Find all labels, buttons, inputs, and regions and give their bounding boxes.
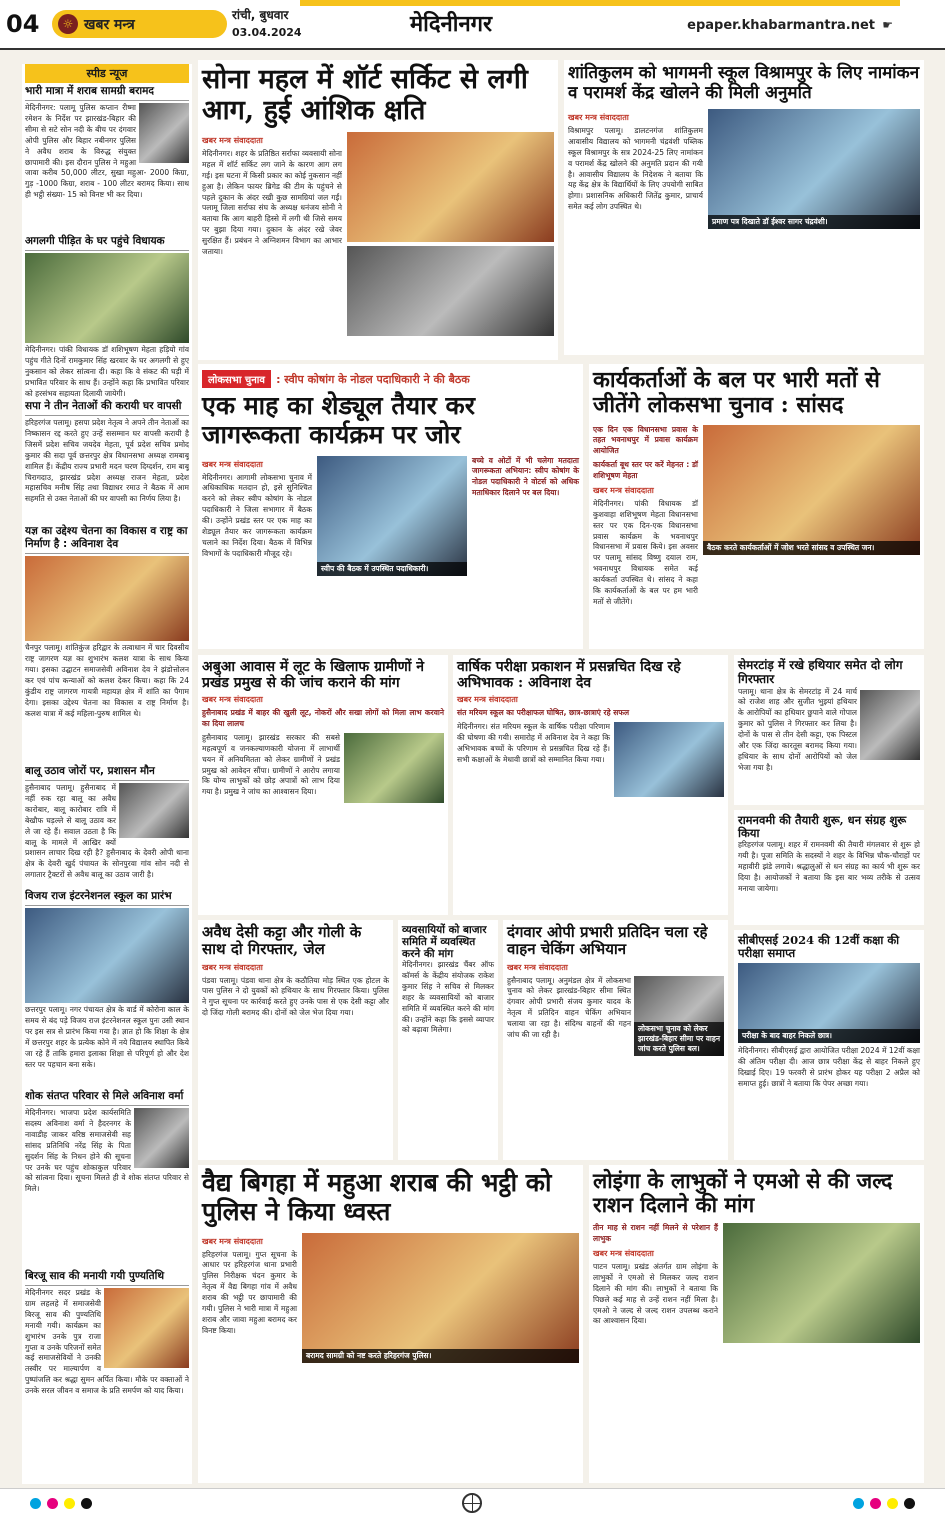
story-katta (198, 920, 393, 1160)
story-sona-mahal (198, 60, 558, 360)
photo-caption: बैठक करते कार्यकर्ताओं में जोश भरते सांसद व उपस्थित जन। (703, 541, 920, 555)
story-pariksha (453, 655, 728, 915)
story-body: पाटन पलामू। प्रखंड अंतर्गत ग्राम लोइंगा के लाभुकों ने एमओ से मिलकर जल्द राशन दिलाने की मांग की। लाभुकों ने बताया कि पिछले कई माह से उन्हें राशन नहीं मिला है। एमओ ने जल्द से जल्द राशन उपलब्ध कराने का आश्वासन दिया। (593, 1262, 718, 1326)
story-body: मेदिनीनगर। सीबीएसई द्वारा आयोजित परीक्षा 2024 में 12वीं कक्षा की अंतिम परीक्षा दी। आज छात्र परीक्षा केंद्र से बाहर निकले हुए दिखाई दिए। 19 फरवरी से प्रारंभ होकर यह परीक्षा 2 अप्रैल को समाप्त हुई। छात्रों ने बताया कि पेपर अच्छा गया। (738, 1046, 920, 1089)
story-body: मेदिनीनगर। भाजपा प्रदेश कार्यसमिति सदस्य अविनाश वर्मा ने हैदरनगर के नावाडीह जाकर वरिष्ठ समाजसेवी सह सांसद प्रतिनिधि नरेंद्र सिंह के पिता सुदर्शन सिंह के निधन होने की सूचना पर उनके घर पहुंच शोकाकुल परिवार को सांत्वना दिया। सूचना मिलते ही वे शोक संतप्त परिवार से मिले। (25, 1108, 189, 1194)
dateline-place: रांची, बुधवार (232, 8, 289, 22)
story-body: हुसैनाबाद पलामू। हुसैनाबाद में नहीं रुक रहा बालू का अवैध कारोबार, बालू कारोबार रात्रि में बेखौफ घड़ल्ले से बालू उठाव कर ले जा रहे हैं। सवाल उठता है कि बालू के मामले में आखिर क्यों प्रशासन लाचार दिख रही है? हुसैनाबाद के देवरी ओपी थाना क्षेत्र के देवरी खुर्द पंचायत के सोनपुरवा गांव सोन नदी से लगातार ट्रैक्टरों से अवैध बालू का उठाव जारी है। (25, 783, 189, 880)
page-number: 04 (6, 10, 40, 38)
story-headline[interactable]: दंगवार ओपी प्रभारी प्रतिदिन चला रहे वाहन चेकिंग अभियान (507, 923, 708, 959)
sidebar-note: बच्चे व ओटों में भी चलेगा मतदाता जागरूकता अभियान: स्वीप कोषांग के नोडल पदाधिकारी ने वोटर्स को अधिक मताधिकार दिलाने पर बल दिया। (472, 455, 579, 498)
edition-title: मेदिनीनगर (410, 11, 493, 37)
list-item (25, 83, 189, 233)
photo-caption: स्वीप की बैठक में उपस्थित पदाधिकारी। (317, 562, 467, 576)
story-photo (302, 1233, 579, 1363)
byline: खबर मन्त्र संवाददाता (507, 962, 568, 972)
bullet-1: एक दिन एक विधानसभा प्रवास के तहत भवनाथपुर में प्रवास कार्यक्रम आयोजित (593, 424, 698, 456)
story-body: मेदिनीनगर। झारखंड चैंबर ऑफ कॉमर्स के केंद्रीय संयोजक राकेश कुमार सिंह ने सचिव से मिलकर शहर के व्यवसायियों को बाजार समिति में व्यवस्थित करने की मांग की। उन्होंने कहा कि इससे व्यापार को बढ़ावा मिलेगा। (402, 960, 494, 1035)
story-headline[interactable]: यज्ञ का उद्देश्य चेतना का विकास व राष्ट्र का निर्माण है : अविनाश देव (25, 523, 189, 554)
story-photo (25, 556, 189, 641)
story-headline[interactable]: सपा ने तीन नेताओं की करायी घर वापसी (25, 398, 189, 416)
story-headline[interactable]: बालू उठाव जोरों पर, प्रशासन मौन (25, 763, 189, 781)
story-headline[interactable]: विजय राज इंटरनेशनल स्कूल का प्रारंभ (25, 888, 189, 906)
story-aawas (198, 655, 448, 915)
list-item (25, 763, 189, 888)
story-body: चैनपुर पलामू। शांतिकुंज हरिद्वार के तत्वाधान में चार दिवसीय राष्ट्र जागरण यज्ञ का शुभारंभ कलश यात्रा के साथ किया गया। इसका उद्घाटन समाजसेवी अविनाश देव ने झंडोत्तोलन कर एवं पांच कन्याओं को कलश देकर किया। कहा कि 24 कुंडीय राष्ट्र जागरण गायत्री महायज्ञ क्षेत्र में शांति का पैगाम देगा। इसका उद्देश्य चेतना का विकास व राष्ट्र निर्माण है। कलश यात्रा में कई महिला-पुरुष शामिल थे। (25, 643, 189, 718)
registration-mark-icon (462, 1493, 482, 1513)
bullet-1: तीन माह से राशन नहीं मिलने से परेशान हैं लाभुक (593, 1223, 718, 1244)
story-headline[interactable]: अगलगी पीड़ित के घर पहुंचे विधायक (25, 233, 189, 251)
story-headline[interactable]: कार्यकर्ताओं के बल पर भारी मतों से जीतेंगे लोकसभा चुनाव : सांसद (593, 367, 880, 419)
story-headline[interactable]: वैद्य बिगहा में महुआ शराब की भट्ठी को पुलिस ने किया ध्वस्त (202, 1168, 552, 1226)
story-photo (139, 103, 189, 163)
list-item (25, 233, 189, 398)
story-photo (614, 722, 724, 797)
byline: खबर मन्त्र संवाददाता (593, 1249, 654, 1259)
story-body: हरिहरगंज पलामू। शहर में रामनवमी की तैयारी मंगलवार से शुरू हो गयी है। पूजा समिति के सदस्यों ने शहर के विभिन्न चौक-चौराहों पर महावीरी झंडे लगाये। श्रद्धालुओं से धन संग्रह का कार्य भी शुरू कर दिया है। आयोजकों ने बताया कि इस बार भव्य तरीके से उत्सव मनाया जायेगा। (738, 840, 920, 893)
speed-news-label: स्पीड न्यूज (25, 64, 189, 83)
byline: खबर मन्त्र संवाददाता (202, 136, 263, 146)
bullet-2: कार्यकर्ता बूथ स्तर पर करें मेहनत : डॉ शशिभूषण मेहता (593, 460, 698, 481)
epaper-link[interactable]: epaper.khabarmantra.net (687, 18, 875, 33)
story-photo (104, 1288, 189, 1368)
story-body: मेदिनीनगर। पांकी विधायक डॉ शशिभूषण मेहता हड़ियो गांव पहुंच गीते दिनों रामकुमार सिंह खरवार के घर अगलगी से हुए नुकसान को लेकर सांत्वना दी। कहा कि वे संकट की घड़ी में प्रभावित परिवार के साथ हैं। उन्होंने कहा कि प्रभावित परिवार को हरसंभव सहायता दिलायी जायेगी। (25, 345, 189, 398)
story-body: हुसैनाबाद पलामू। अनुमंडल क्षेत्र में लोकसभा चुनाव को लेकर झारखंड-बिहार सीमा स्थित दंगवार ओपी प्रभारी संजय कुमार यादव के नेतृत्व में प्रतिदिन वाहन चेकिंग अभियान चलाया जा रहा है। संदिग्ध वाहनों की गहन जांच की जा रही है। (507, 975, 631, 1039)
story-photo (347, 132, 554, 242)
story-body: पंडवा पलामू। पंडवा थाना क्षेत्र के कठौतिया मोड़ स्थित एक होटल के पास पुलिस ने दो युवकों को हथियार के साथ गिरफ्तार किया। पुलिस ने गुप्त सूचना पर कार्रवाई करते हुए उनके पास से एक देसी कट्टा और दो जिंदा गोली बरामद की। दोनों को जेल भेज दिया गया। (202, 975, 389, 1018)
cursor-icon: ☛ (882, 18, 893, 32)
story-body: मेदिनीनगर। आगामी लोकसभा चुनाव में अधिकाधिक मतदान हो, इसे सुनिश्चित करने को लेकर स्वीप कोषांग के नोडल पदाधिकारी ने जिला सभागार में बैठक की। उन्होंने प्रखंड स्तर पर एक माह का शेड्यूल तैयार कर जागरूकता कार्यक्रम चलाने का निर्देश दिया। बैठक में विभिन्न विभागों के पदाधिकारी मौजूद रहे। (202, 472, 312, 558)
masthead-band (300, 0, 900, 6)
pull-quote: हुसैनाबाद प्रखंड में बाहर की खुली लूट, नोकरों और सखा लोगों को मिला लाभ करवाने का दिया लालच (202, 708, 444, 729)
story-headline[interactable]: अबुआ आवास में लूट के खिलाफ ग्रामीणों ने प्रखंड प्रमुख से की जांच कराने की मांग (202, 659, 424, 692)
story-photo (344, 733, 444, 803)
story-sveep (198, 364, 583, 649)
story-headline[interactable]: लोइंगा के लाभुकों ने एमओ से की जल्द राशन दिलाने की मांग (593, 1168, 893, 1218)
color-registration-left (30, 1498, 92, 1509)
story-photo (25, 908, 189, 1003)
story-body: छत्तरपुर पलामू। नगर पंचायत क्षेत्र के वार्ड में कोरोना काल के समय से बंद पड़े विजय राज इंटरनेशनल स्कूल पुनः उसी स्थान पर इस सत्र से प्रारंभ किया गया है। ज्ञात हो कि शिक्षा के क्षेत्र में छत्तरपुर शहर के प्रत्येक कोने में नये विद्यालय स्थापित किये जा रहे हैं ताकि हमारा इलाका शिक्षा से परिपूर्ण हो और देश स्तर पर पहचान बना सके। (25, 1005, 189, 1069)
story-shantikunj (564, 60, 924, 355)
footer (0, 1488, 945, 1517)
story-photo (723, 1223, 920, 1343)
story-headline[interactable]: भारी मात्रा में शराब सामग्री बरामद (25, 83, 189, 101)
story-cbse (734, 930, 924, 1160)
story-photo (738, 963, 920, 1043)
story-vyavsayi (398, 920, 498, 1160)
story-photo (25, 253, 189, 343)
story-hathiyar (734, 655, 924, 805)
byline: खबर मन्त्र संवाददाता (202, 695, 263, 705)
story-mahua (198, 1165, 583, 1483)
dateline-date: 03.04.2024 (232, 26, 302, 39)
story-headline[interactable]: व्यवसायियों को बाजार समिति में व्यवस्थित करने की मांग (402, 924, 487, 961)
byline: खबर मन्त्र संवाददाता (593, 485, 654, 495)
story-body: पलामू। थाना क्षेत्र के सेमरटांड़ में 24 मार्च को राजेश शाह और सुजीत भुइयां हथियार के आरोपियों का हथियार छुपाने वाले गोपाल कुमार को पुलिस ने गिरफ्तार कर लिया है। दोनों के पास से तीन देसी कट्टा, एक पिस्टल और एक जिंदा कारतूस बरामद किया गया। हथियार के साथ दोनों आरोपियों को जेल भेजा गया है। (738, 686, 857, 772)
story-body: विश्रामपुर पलामू। डालटनगंज शांतिकुलम आवासीय विद्यालय को भागमनी चंद्रवंशी पब्लिक स्कूल विश्रामपुर के सत्र 2024-25 लिए नामांकन व परामर्श केंद्र खोलने की अनुमति प्रदान की गयी है। आवासीय विद्यालय के निदेशक ने बताया कि यह केंद्र क्षेत्र के विद्यार्थियों के लिए उपयोगी साबित होगा। प्रशासनिक अधिकारी जितेंद्र कुमार, प्राचार्य समेत कई लोग उपस्थित थे। (568, 126, 703, 212)
story-photo (634, 976, 724, 1056)
kicker-text: : स्वीप कोषांग के नोडल पदाधिकारी ने की बैठक (276, 373, 470, 386)
list-item (25, 1268, 189, 1478)
color-registration-right (853, 1498, 915, 1509)
byline: खबर मन्त्र संवाददाता (202, 962, 263, 972)
story-headline[interactable]: शांतिकुलम को भागमनी स्कूल विश्रामपुर के लिए नामांकन व परामर्श केंद्र खोलने की मिली अनुमति (568, 63, 920, 103)
story-ration (589, 1165, 924, 1483)
story-photo (134, 1108, 189, 1168)
story-body: मेदिनीनगर। संत मरियम स्कूल के वार्षिक परीक्षा परिणाम की घोषणा की गयी। समारोह में अविनाश देव ने कहा कि अभिभावक बच्चों के परिणाम से प्रसन्नचित दिख रहे हैं। सभी कक्षाओं के मेधावी छात्रों को सम्मानित किया गया। (457, 722, 610, 764)
story-body: हुसैनाबाद पलामू। झारखंड सरकार की सबसे महत्वपूर्ण व जनकल्याणकारी योजना में लाभार्थी चयन में अनियमितता को लेकर ग्रामीणों ने प्रखंड प्रमुख को आवेदन सौंपा। ग्रामीणों ने आरोप लगाया कि योग्य लाभुकों को छोड़ अपात्रों को लाभ दिया गया है। प्रमुख ने जांच का आश्वासन दिया। (202, 732, 340, 797)
story-headline[interactable]: एक माह का शेड्यूल तैयार कर जागरूकता कार्यक्रम पर जोर (202, 391, 475, 449)
left-column (22, 64, 192, 1484)
story-headline[interactable]: सीबीएसई 2024 की 12वीं कक्षा की परीक्षा समाप्त (738, 933, 900, 961)
story-body: हरिहरगंज पलामू। हसपा प्रदेश नेतृत्व ने अपने तीन नेताओं का निष्कासन रद्द करते हुए उन्हें ससम्मान घर वापसी करायी है जिसमें प्रदेश सचिव जयदेव मेहता, पूर्व प्रदेश सचिव प्रमोद कुमार की सदा पूर्व छत्तरपुर क्षेत्र विधानसभा अध्यक्ष रामबाबू शामिल हैं। केंद्रीय राज्य प्रभारी मदन चरण दिग्दर्शन, राम बाबू चिरागदाउ, झारखंड प्रदेश अध्यक्ष राजन मेहता, प्रदेश महासचिव मनीष सिंह तथा विद्याधर रमाउ ने बैठक में आम सहमति से उक्त नेताओं की घर वापसी का निर्णय लिया है। (25, 418, 189, 504)
list-item (25, 888, 189, 1088)
story-dangwar (503, 920, 728, 1160)
list-item (25, 523, 189, 763)
brand-name: खबर मन्त्र (84, 16, 135, 33)
story-sansad (589, 364, 924, 649)
story-headline[interactable]: रामनवमी की तैयारी शुरू, धन संग्रह शुरू किया (738, 813, 907, 841)
byline: खबर मन्त्र संवाददाता (568, 113, 629, 123)
list-item (25, 398, 189, 523)
photo-caption: परीक्षा के बाद बाहर निकले छात्र। (738, 1029, 920, 1043)
story-photo (347, 246, 554, 336)
story-headline[interactable]: शोक संतप्त परिवार से मिले अविनाश वर्मा (25, 1088, 189, 1106)
photo-caption: लोकसभा चुनाव को लेकर झारखंड-बिहार सीमा पर वाहन जांच करते पुलिस बल। (634, 1022, 724, 1056)
brand-logo[interactable] (52, 10, 227, 38)
story-headline[interactable]: सेमरटांड़ में रखे हथियार समेत दो लोग गिरफ्तार (738, 658, 903, 686)
story-photo (317, 456, 467, 576)
byline: खबर मन्त्र संवाददाता (457, 695, 518, 705)
story-body: हरिहरगंज पलामू। गुप्त सूचना के आधार पर हरिहरगंज थाना प्रभारी पुलिस निरीक्षक चंदन कुमार के नेतृत्व में वैद्य बिगहा गांव में अवैध शराब की भट्ठी पर छापामारी की गयी। पुलिस ने भारी मात्रा में महुआ शराब और जावा महुआ बरामद कर विनष्ट किया। (202, 1249, 297, 1335)
story-photo (708, 109, 920, 229)
story-body: मेदिनीनगर। पांकी विधायक डॉ कुशवाहा शशिभूषण मेहता विधानसभा स्तर पर एक दिन-एक विधानसभा प्रवास कार्यक्रम के भवनाथपुर विधानसभा में प्रवास किये। इस अवसर पर पलामू सांसद विष्णु दयाल राम, भवनाथपुर विधायक समेत कई कार्यकर्ता उपस्थित थे। सांसद ने कहा कि कार्यकर्ताओं के बल पर हम भारी मतों से जीतेंगे। (593, 498, 698, 606)
list-item (25, 1088, 189, 1268)
story-body: मेदिनीनगर। शहर के प्रतिष्ठित सर्राफा व्यवसायी सोना महल में शॉर्ट सर्किट लग जाने के कारण आग लग गई। इस घटना में किसी प्रकार का कोई नुकसान नहीं हुआ है। लेकिन फायर ब्रिगेड की टीम के पहुंचने से पहले दुकान के अंदर रखी कुछ सामग्रियां जल गईं। पलामू जिला सर्राफा संघ के अध्यक्ष धनंजय सोनी ने बताया कि आग बाहरी हिस्से में लगी थी जिसे समय पर बुझा दिया गया। दुकान के अंदर रखे जेवर सुरक्षित हैं। प्रबंधन ने अग्निशमन विभाग का आभार जताया। (202, 149, 342, 256)
photo-caption: बरामद सामग्री को नष्ट करते हरिहरगंज पुलिस। (302, 1349, 579, 1363)
story-headline[interactable]: बिरजू साव की मनायी गयी पुण्यतिथि (25, 1268, 189, 1286)
brand-icon: ☼ (58, 14, 78, 34)
story-headline[interactable]: वार्षिक परीक्षा प्रकाशन में प्रसन्नचित दिख रहे अभिभावक : अविनाश देव (457, 659, 681, 692)
pull-quote: संत मरियम स्कूल का परीक्षाफल घोषित, छात्र-छात्राएं रहे सफल (457, 708, 630, 718)
kicker-label: लोकसभा चुनाव (202, 370, 271, 388)
byline: खबर मन्त्र संवाददाता (202, 459, 263, 469)
story-headline[interactable]: अवैध देसी कट्टा और गोली के साथ दो गिरफ्तार, जेल (202, 923, 362, 959)
story-body: मेदिनीनगर सदर प्रखंड के ग्राम लहलहे में समाजसेवी बिरजू साव की पुण्यतिथि मनायी गयी। कार्यक्रम का शुभारंभ उनके पुत्र राजा गुप्ता व उनके परिजनों समेत कई समाजसेवियों ने उनकी तस्वीर पर माल्यार्पण व पुष्पांजलि कर श्रद्धा सुमन अर्पित किया। मौके पर वक्ताओं ने उनके सरल जीवन व समाज के प्रति समर्पण को याद किया। (25, 1288, 189, 1395)
story-ramnavmi (734, 810, 924, 925)
story-photo (860, 690, 920, 760)
byline: खबर मन्त्र संवाददाता (202, 1236, 263, 1246)
story-photo (703, 425, 920, 555)
masthead (0, 0, 945, 50)
photo-caption: प्रमाण पत्र दिखाते डॉ ईश्वर सागर चंद्रवंशी। (708, 215, 920, 229)
story-photo (119, 783, 189, 838)
story-headline[interactable]: सोना महल में शॉर्ट सर्किट से लगी आग, हुई आंशिक क्षति (202, 64, 528, 127)
story-body: मेदिनीनगर: पलामू पुलिस कप्तान रीष्मा रमेशन के निर्देश पर झारखंड-बिहार की सीमा से सटे सोन नदी के बीच पर दंगवार ओपी पुलिस और बिहार नबीनगर पुलिस ने अवैध शराब के विरुद्ध संयुक्त छापामारी की। इस दौरान पुलिस ने महुआ जावा करीब 50,000 लीटर, सुखा महुआ- 2000 किग्रा, गुड़ -1000 किग्रा, शराब - 100 लीटर बरामद किया। साथ ही भट्ठी संख्या- 15 को विनष्ट भी कर दिया। (25, 103, 189, 200)
